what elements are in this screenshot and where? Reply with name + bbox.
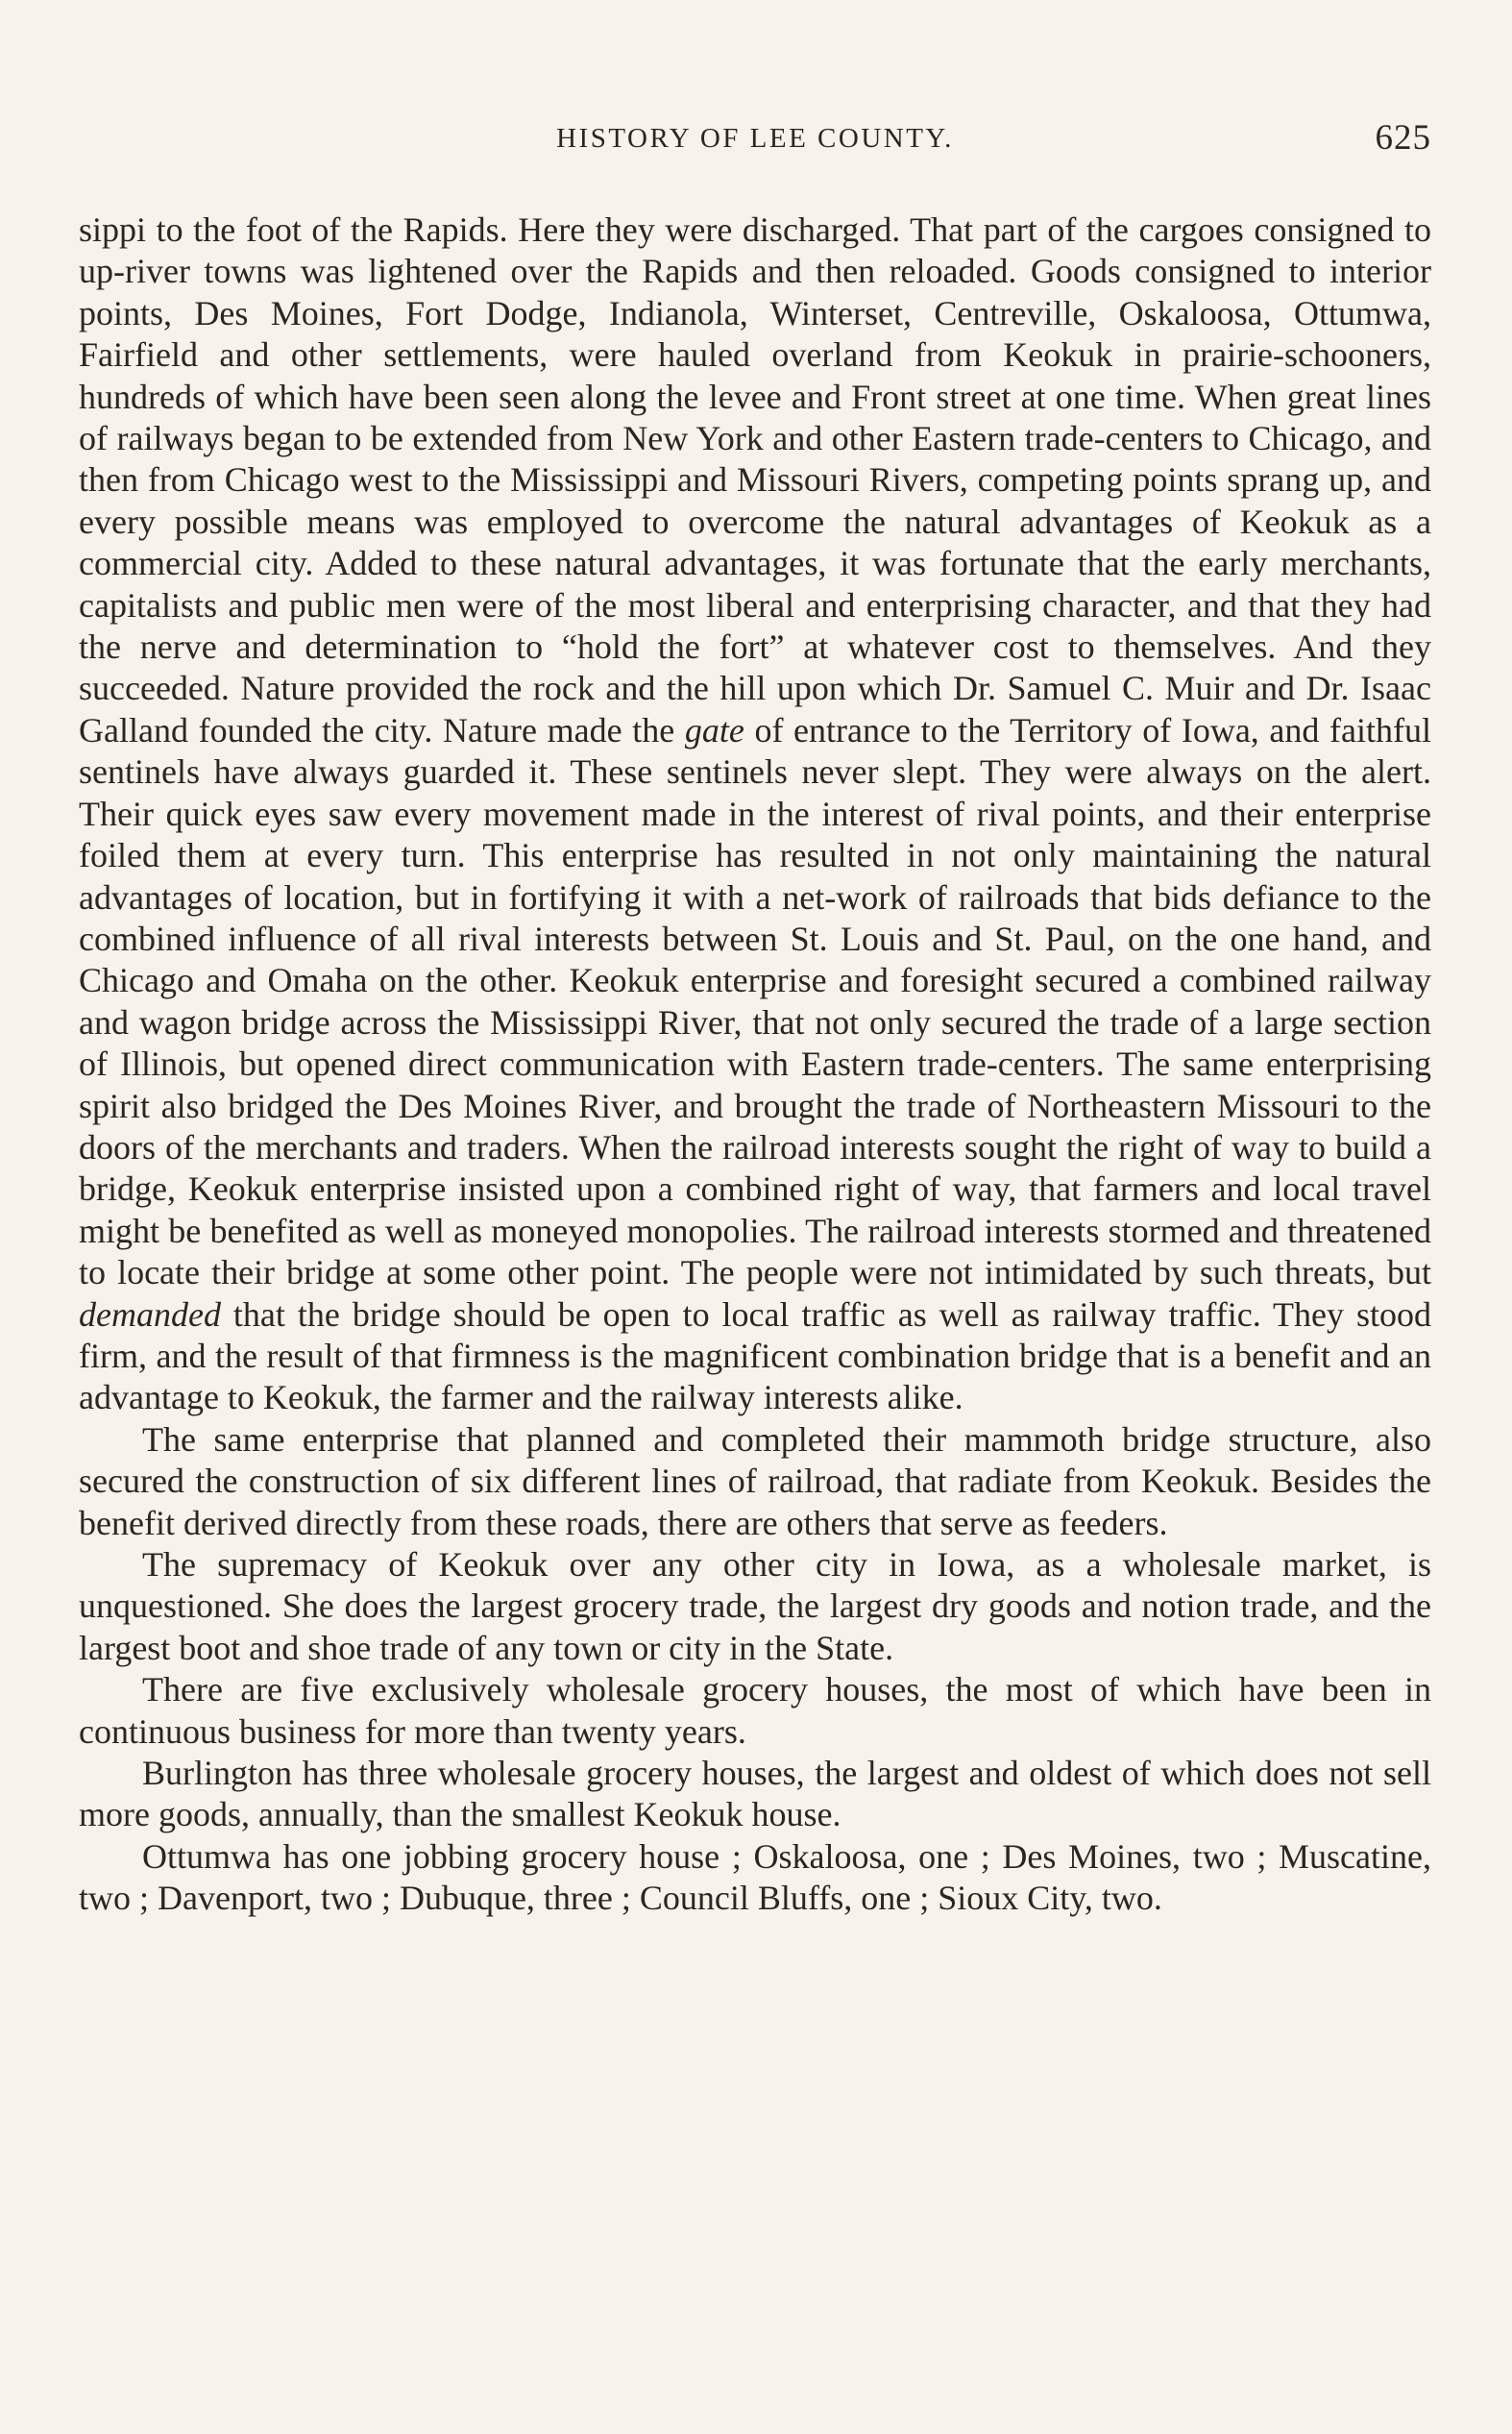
- running-title: HISTORY OF LEE COUNTY.: [556, 123, 954, 154]
- paragraph-4: [79, 1669, 1431, 1753]
- text-run: Ottumwa has one jobbing grocery house ; Oskaloosa, one ; Des Moines, two ; Muscatine, two ; Davenport, two ; Dubuque, three ; Council Bluffs, one ; Sioux City, two.: [79, 1836, 1431, 1918]
- text-run: sippi to the foot of the Rapids. Here they were discharged. That part of the cargoes consigned to up-river towns was lightened over the Rapids and then reloaded. Goods consigned to interior points, Des Moines, Fort Dodge, Indianola, Winterset, Centreville, Oskaloosa, Ottumwa, Fairfield and other settlements, were hauled overland from Keokuk in prairie-schooners, hundreds of which have been seen along the levee and Front street at one time. When great lines of railways began to be extended from New York and other Eastern trade-centers to Chicago, and then from Chicago west to the Mississippi and Missouri Rivers, competing points sprang up, and every possible means was employed to overcome the natural advantages of Keokuk as a commercial city. Added to these natural advantages, it was fortunate that the early merchants, capitalists and public men were of the most liberal and enterprising character, and that they had the nerve and determination to “hold the fort” at whatever cost to themselves. And they succeeded. Nature provided the rock and the hill upon which Dr. Samuel C. Muir and Dr. Isaac Galland founded the city. Nature made the: [79, 210, 1431, 750]
- paragraph-6: [79, 1836, 1431, 1920]
- text-run: of entrance to the Territory of Iowa, and faithful sentinels have always guarded it. These sentinels never slept. They were always on the alert. Their quick eyes saw every movement made in the interest of rival points, and their enterprise foiled them at every turn. This enterprise has resulted in not only maintaining the natural advantages of location, but in fortifying it with a net-work of railroads that bids defiance to the combined influence of all rival interests between St. Louis and St. Paul, on the one hand, and Chicago and Omaha on the other. Keokuk enterprise and foresight secured a combined railway and wagon bridge across the Mississippi River, that not only secured the trade of a large section of Illinois, but opened direct communication with Eastern trade-centers. The same enterprising spirit also bridged the Des Moines River, and brought the trade of Northeastern Missouri to the doors of the merchants and traders. When the railroad interests sought the right of way to build a bridge, Keokuk enterprise insisted upon a combined right of way, that farmers and local travel might be benefited as well as moneyed monopolies. The railroad interests stormed and threatened to locate their bridge at some other point. The people were not intimidated by such threats, but: [79, 710, 1431, 1292]
- book-page: [79, 113, 1431, 1920]
- body-text: [79, 209, 1431, 1920]
- text-run: There are five exclusively wholesale grocery houses, the most of which have been in continuous business for more than twenty years.: [79, 1670, 1431, 1751]
- paragraph-1: [79, 209, 1431, 1419]
- paragraph-5: [79, 1753, 1431, 1836]
- italic-word-demanded: demanded: [79, 1294, 221, 1334]
- paragraph-2: [79, 1419, 1431, 1544]
- text-run: that the bridge should be open to local traffic as well as railway traffic. They stood firm, and the result of that firmness is the magnificent combination bridge that is a benefit and an advantage to Keokuk, the farmer and the railway interests alike.: [79, 1294, 1431, 1417]
- italic-word-gate: gate: [684, 710, 744, 750]
- text-run: Burlington has three wholesale grocery houses, the largest and oldest of which does not sell more goods, annually, than the smallest Keokuk house.: [79, 1754, 1431, 1834]
- page-number: 625: [1375, 118, 1431, 158]
- text-run: The supremacy of Keokuk over any other city in Iowa, as a wholesale market, is unquestioned. She does the largest grocery trade, the largest dry goods and notion trade, and the largest boot and shoe trade of any town or city in the State.: [79, 1545, 1431, 1667]
- paragraph-3: [79, 1544, 1431, 1669]
- running-head: [79, 113, 1431, 171]
- text-run: The same enterprise that planned and completed their mammoth bridge structure, also secured the construction of six different lines of railroad, that radiate from Keokuk. Besides the benefit derived directly from these roads, there are others that serve as feeders.: [79, 1419, 1431, 1542]
